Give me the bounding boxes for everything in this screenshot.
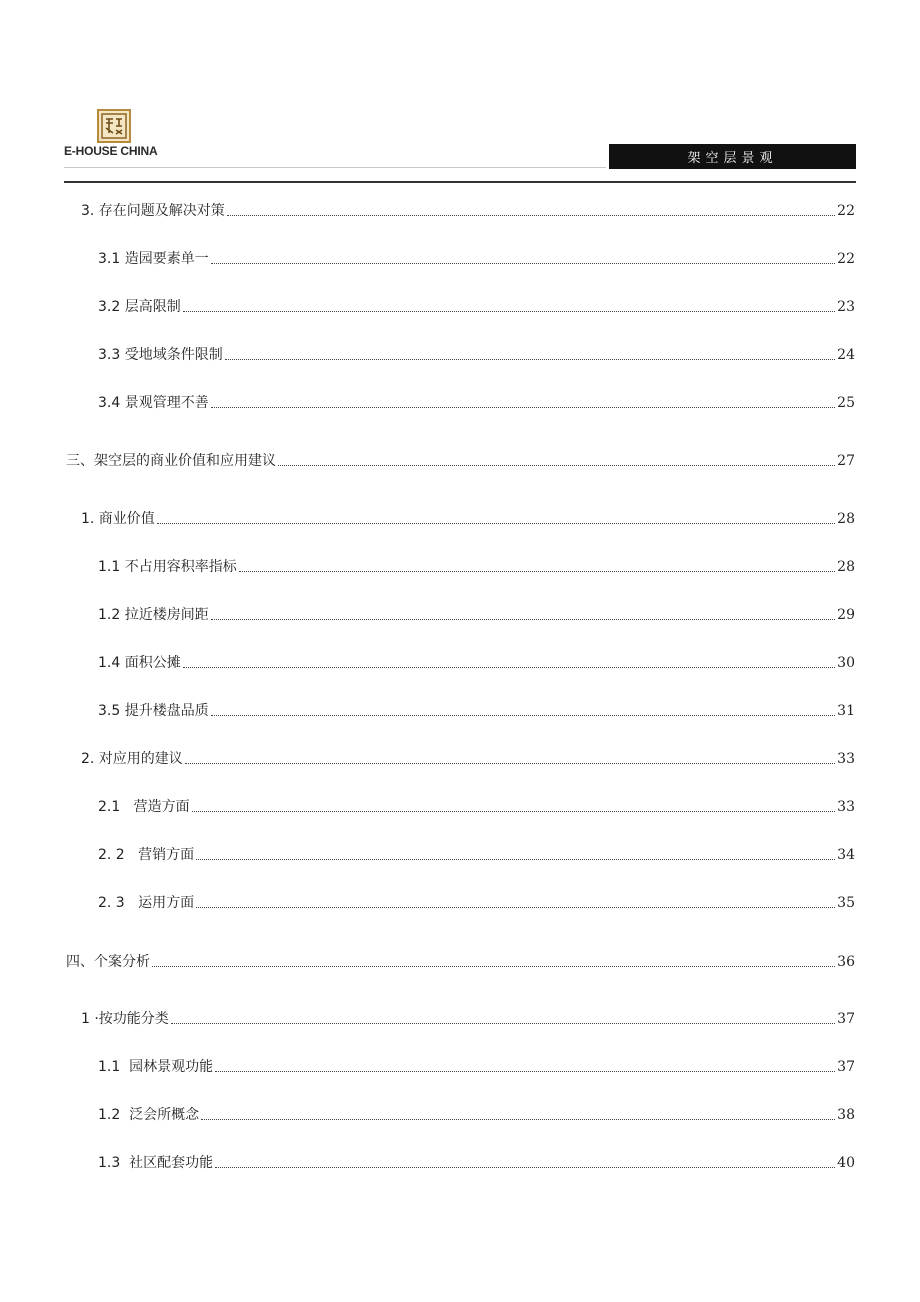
toc-entry-page: 23	[837, 299, 855, 315]
toc-entry-label: 3. 存在问题及解决对策	[81, 203, 225, 219]
brand-name: E-HOUSE CHINA	[64, 144, 158, 158]
toc-entry	[98, 390, 855, 412]
toc-entry-label: 1.4 面积公摊	[98, 655, 181, 671]
toc-dot-leader	[196, 907, 835, 908]
toc-entry-page: 38	[837, 1107, 855, 1123]
toc-entry-label: 1.1 园林景观功能	[98, 1059, 214, 1075]
toc-entry-label: 2. 对应用的建议	[81, 751, 183, 767]
toc-entry-page: 33	[837, 799, 855, 815]
toc-entry-page: 27	[837, 453, 855, 469]
toc-entry	[98, 602, 855, 624]
toc-dot-leader	[196, 859, 835, 860]
toc-dot-leader	[157, 523, 835, 524]
toc-entry	[98, 246, 855, 268]
toc-entry-label: 3.2 层高限制	[98, 299, 181, 315]
toc-entry-page: 37	[837, 1059, 855, 1075]
toc-dot-leader	[227, 215, 835, 216]
toc-entry	[98, 554, 855, 576]
toc-entry	[81, 746, 855, 768]
toc-entry-page: 36	[837, 954, 855, 970]
toc-entry	[98, 842, 855, 864]
toc-entry-page: 40	[837, 1155, 855, 1171]
toc-dot-leader	[183, 311, 835, 312]
toc-entry-label: 3.4 景观管理不善	[98, 395, 209, 411]
toc-entry	[66, 448, 855, 470]
toc-dot-leader	[183, 667, 835, 668]
toc-dot-leader	[278, 465, 835, 466]
toc-entry-page: 28	[837, 559, 855, 575]
toc-dot-leader	[152, 966, 835, 967]
toc-entry	[98, 1054, 855, 1076]
toc-entry	[66, 949, 855, 971]
toc-entry-label: 1. 商业价值	[81, 511, 155, 527]
toc-entry-page: 22	[837, 203, 855, 219]
toc-entry	[98, 1150, 855, 1172]
toc-entry-label: 1.2 拉近楼房间距	[98, 607, 209, 623]
header-divider	[64, 167, 606, 168]
toc-dot-leader	[171, 1023, 835, 1024]
toc-entry-page: 29	[837, 607, 855, 623]
toc-dot-leader	[201, 1119, 835, 1120]
toc-entry	[81, 1006, 855, 1028]
toc-entry-label: 1.3 社区配套功能	[98, 1155, 214, 1171]
toc-entry	[81, 506, 855, 528]
toc-entry-page: 34	[837, 847, 855, 863]
toc-dot-leader	[225, 359, 835, 360]
toc-dot-leader	[215, 1167, 835, 1168]
toc-entry-label: 2.1 营造方面	[98, 799, 190, 815]
toc-entry-label: 四、个案分析	[66, 954, 150, 970]
toc-entry-page: 30	[837, 655, 855, 671]
toc-entry-page: 33	[837, 751, 855, 767]
toc-entry-label: 3.1 造园要素单一	[98, 251, 209, 267]
toc-entry	[98, 294, 855, 316]
toc-entry-page: 37	[837, 1011, 855, 1027]
toc-entry	[98, 1102, 855, 1124]
toc-entry-label: 2. 3 运用方面	[98, 895, 195, 911]
header-rule	[64, 181, 856, 183]
toc-dot-leader	[211, 407, 835, 408]
toc-entry	[98, 342, 855, 364]
toc-entry-label: 1.2 泛会所概念	[98, 1107, 200, 1123]
toc-dot-leader	[215, 1071, 835, 1072]
toc-dot-leader	[192, 811, 836, 812]
toc-entry	[98, 890, 855, 912]
toc-dot-leader	[185, 763, 835, 764]
toc-entry-page: 28	[837, 511, 855, 527]
toc-entry-label: 三、架空层的商业价值和应用建议	[66, 453, 276, 469]
toc-entry-page: 35	[837, 895, 855, 911]
toc-entry-label: 1 ·按功能分类	[81, 1011, 169, 1027]
toc-dot-leader	[211, 263, 835, 264]
toc-dot-leader	[211, 715, 835, 716]
toc-entry	[98, 650, 855, 672]
toc-entry-label: 2. 2 营销方面	[98, 847, 195, 863]
toc-entry-page: 24	[837, 347, 855, 363]
toc-entry-page: 31	[837, 703, 855, 719]
toc-entry-page: 25	[837, 395, 855, 411]
toc-entry-label: 3.5 提升楼盘品质	[98, 703, 209, 719]
header-title: 架空层景观	[609, 144, 856, 169]
toc-dot-leader	[211, 619, 835, 620]
toc-entry-page: 22	[837, 251, 855, 267]
toc-entry-label: 1.1 不占用容积率指标	[98, 559, 237, 575]
toc-dot-leader	[239, 571, 835, 572]
toc-entry	[81, 198, 855, 220]
seal-logo-icon	[97, 109, 131, 143]
toc-entry	[98, 698, 855, 720]
toc-entry	[98, 794, 855, 816]
page-header	[0, 0, 920, 190]
toc-entry-label: 3.3 受地域条件限制	[98, 347, 223, 363]
